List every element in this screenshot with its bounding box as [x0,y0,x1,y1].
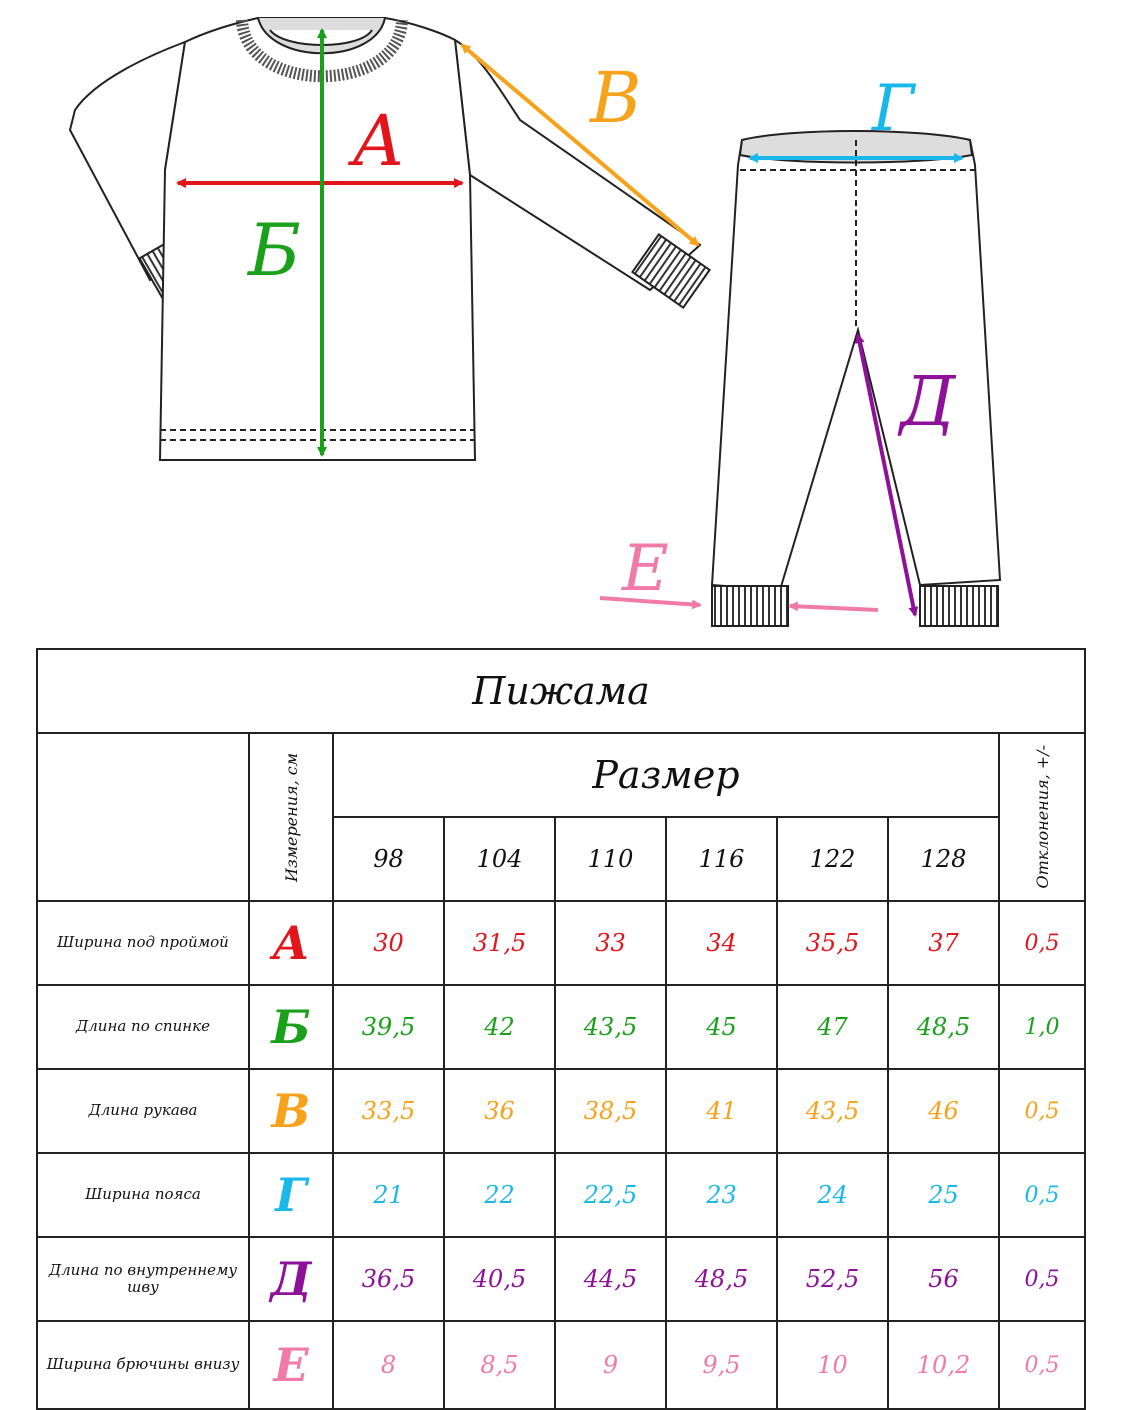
value-cell: 24 [777,1153,888,1237]
value-cell: 33 [555,901,666,985]
value-cell: 44,5 [555,1237,666,1321]
size-128: 128 [888,817,999,901]
size-header: Размер [333,733,999,817]
tolerance-header: Отклонения, +/- [999,733,1085,901]
table-row [37,985,1085,1069]
value-cell: 36,5 [333,1237,444,1321]
size-104: 104 [444,817,555,901]
garment-diagram [0,0,1121,640]
row-name: Длина рукава [37,1069,249,1153]
value-cell: 47 [777,985,888,1069]
trousers-drawing [712,131,1000,626]
value-cell: 22 [444,1153,555,1237]
arrow-e-right [790,606,878,610]
value-cell: 45 [666,985,777,1069]
table-row [37,901,1085,985]
size-116: 116 [666,817,777,901]
value-cell: 9 [555,1321,666,1409]
tolerance-cell: 0,5 [999,1153,1085,1237]
value-cell: 31,5 [444,901,555,985]
value-cell: 43,5 [777,1069,888,1153]
value-cell: 34 [666,901,777,985]
value-cell: 38,5 [555,1069,666,1153]
row-name: Ширина брючины внизу [37,1321,249,1409]
label-g: Г [872,72,915,146]
tolerance-cell: 0,5 [999,1321,1085,1409]
label-e: Е [622,532,669,606]
value-cell: 43,5 [555,985,666,1069]
table-row [37,1237,1085,1321]
tolerance-cell: 0,5 [999,901,1085,985]
table-row [37,1321,1085,1409]
tolerance-cell: 0,5 [999,1237,1085,1321]
size-110: 110 [555,817,666,901]
label-v: В [590,57,642,139]
value-cell: 22,5 [555,1153,666,1237]
row-letter: В [249,1069,333,1153]
value-cell: 21 [333,1153,444,1237]
value-cell: 10,2 [888,1321,999,1409]
row-name: Длина по внутреннему шву [37,1237,249,1321]
tolerance-cell: 1,0 [999,985,1085,1069]
corner-cell [37,733,249,901]
value-cell: 9,5 [666,1321,777,1409]
value-cell: 40,5 [444,1237,555,1321]
table-title: Пижама [37,649,1085,733]
label-a: А [352,100,406,182]
value-cell: 10 [777,1321,888,1409]
table-row [37,1153,1085,1237]
label-b: Б [248,208,301,292]
table-row [37,1069,1085,1153]
value-cell: 39,5 [333,985,444,1069]
row-letter: Б [249,985,333,1069]
value-cell: 46 [888,1069,999,1153]
value-cell: 42 [444,985,555,1069]
row-letter: Г [249,1153,333,1237]
row-letter: Д [249,1237,333,1321]
row-letter: Е [249,1321,333,1409]
row-name: Ширина пояса [37,1153,249,1237]
size-table [36,648,1086,1410]
label-d: Д [900,363,956,442]
measurement-rows [37,901,1085,1409]
tolerance-cell: 0,5 [999,1069,1085,1153]
value-cell: 52,5 [777,1237,888,1321]
value-cell: 8,5 [444,1321,555,1409]
value-cell: 48,5 [888,985,999,1069]
value-cell: 56 [888,1237,999,1321]
value-cell: 37 [888,901,999,985]
value-cell: 48,5 [666,1237,777,1321]
value-cell: 23 [666,1153,777,1237]
measurements-header: Измерения, см [249,733,333,901]
size-122: 122 [777,817,888,901]
row-name: Ширина под проймой [37,901,249,985]
value-cell: 36 [444,1069,555,1153]
size-98: 98 [333,817,444,901]
value-cell: 25 [888,1153,999,1237]
value-cell: 33,5 [333,1069,444,1153]
value-cell: 35,5 [777,901,888,985]
value-cell: 8 [333,1321,444,1409]
value-cell: 30 [333,901,444,985]
row-name: Длина по спинке [37,985,249,1069]
value-cell: 41 [666,1069,777,1153]
row-letter: А [249,901,333,985]
